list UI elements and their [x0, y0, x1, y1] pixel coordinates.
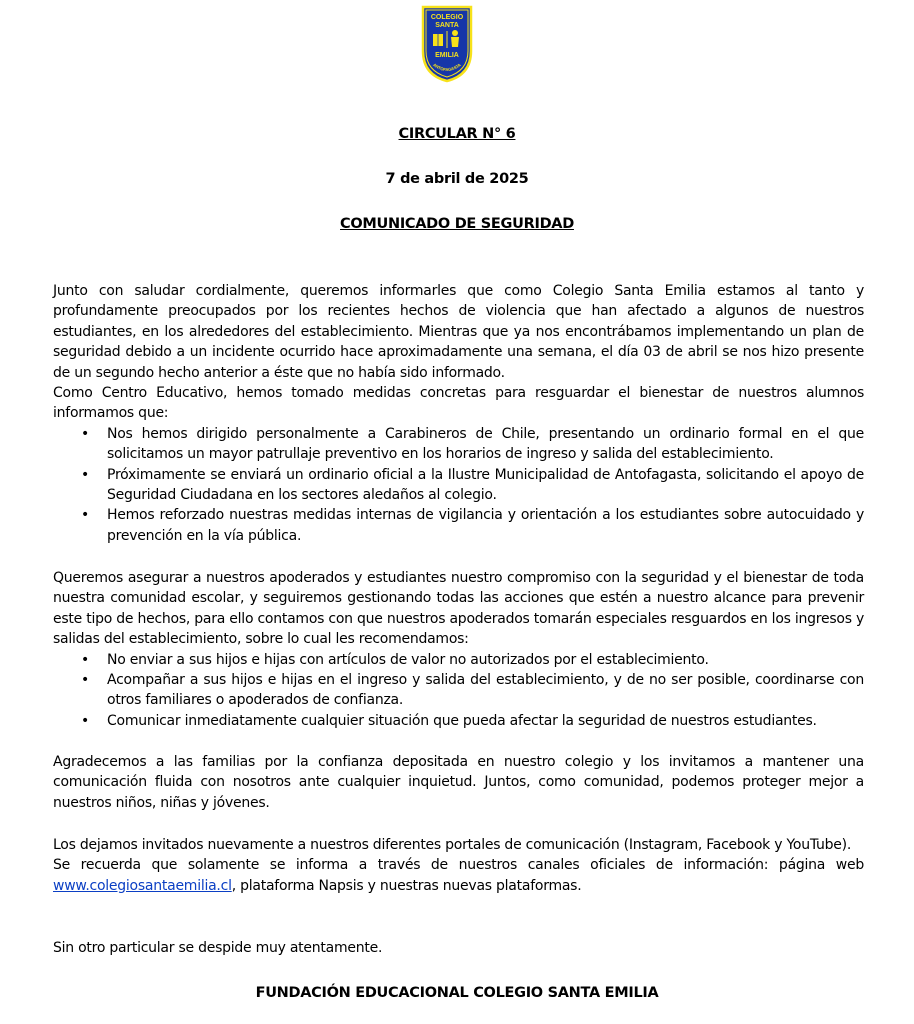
channels-text-after: , plataforma Napsis y nuestras nuevas plataformas. [231, 877, 582, 894]
school-crest-logo [421, 5, 473, 83]
commitment-paragraph: Queremos asegurar a nuestros apoderados y estudiantes nuestro compromiso con la seguridad y el bienestar de toda nuestra comunidad escolar, y seguiremos gestionando todas las acciones que estén a nuestro alcance para prevenir este tipo de hechos, para ello contamos con que nuestros apoderados tomarán especiales resguardos en los ingresos y salidas del establecimiento, sobre lo cual les recomendamos: [53, 570, 864, 648]
recommendations-list [53, 650, 864, 732]
logo-figure-shape [451, 37, 459, 47]
intro-paragraph: Junto con saludar cordialmente, queremos informarles que como Colegio Santa Emilia estamos al tanto y profundamente preocupados por los recientes hechos de violencia que han afectado a algunos de nuestros estudiantes, en los alrededores del establecimiento. Mientras que ya nos encontrábamos implementando un plan de seguridad debido a un incidente ocurrido hace aproximadamente una semana, el día 03 de abril se nos hizo presente de un segundo hecho anterior a éste que no había sido informado. [53, 283, 864, 381]
logo-ribbon-text: ANTOFAGASTA [432, 62, 462, 73]
commitment-section [53, 568, 864, 731]
measures-list [53, 424, 864, 546]
website-link[interactable]: www.colegiosantaemilia.cl [53, 877, 232, 894]
intro-section [53, 281, 864, 546]
thanks-paragraph: Agradecemos a las familias por la confianza depositada en nuestro colegio y los invitamos a mantener una comunicación fluida con nosotros ante cualquier inquietud. Juntos, como comunidad, podemos proteger mejor a nuestros niños, niñas y jóvenes. [53, 754, 864, 811]
measure-item-3: • Hemos reforzado nuestras medidas internas de vigilancia y orientación a los estudiantes sobre autocuidado y prevención en la vía pública. [107, 505, 864, 546]
circular-date: 7 de abril de 2025 [385, 171, 529, 187]
thanks-section [53, 752, 864, 813]
recommendation-item-2: • Acompañar a sus hijos e hijas en el ingreso y salida del establecimiento, y de no ser posible, coordinarse con otros familiares o apoderados de confianza. [107, 670, 864, 711]
logo-top-text: COLEGIO [430, 14, 464, 21]
circular-number-heading: CIRCULAR N° 6 [398, 126, 516, 142]
portals-paragraph: Los dejamos invitados nuevamente a nuestros diferentes portales de comunicación (Instagram, Facebook y YouTube). [53, 837, 852, 853]
circular-subject-heading: COMUNICADO DE SEGURIDAD [340, 216, 574, 232]
signature-foundation: FUNDACIÓN EDUCACIONAL COLEGIO SANTA EMILIA [255, 985, 659, 1001]
recommendation-item-3: • Comunicar inmediatamente cualquier situación que pueda afectar la seguridad de nuestros estudiantes. [107, 711, 864, 731]
logo-middle-text: SANTA [435, 22, 459, 29]
measure-item-2: • Próximamente se enviará un ordinario oficial a la Ilustre Municipalidad de Antofagasta, solicitando el apoyo de Seguridad Ciudadana en los sectores aledaños al colegio. [107, 465, 864, 506]
farewell-line: Sin otro particular se despide muy atentamente. [53, 940, 383, 956]
intro-measures-lead: Como Centro Educativo, hemos tomado medidas concretas para resguardar el bienestar de nuestros alumnos informamos que: [53, 385, 864, 422]
logo-bottom-text: EMILIA [435, 52, 459, 59]
measure-item-1: • Nos hemos dirigido personalmente a Carabineros de Chile, presentando un ordinario formal en el que solicitamos un mayor patrullaje preventivo en los horarios de ingreso y salida del establecimiento. [107, 424, 864, 465]
recommendation-item-1: • No enviar a sus hijos e hijas con artículos de valor no autorizados por el establecimiento. [107, 650, 864, 670]
channels-text-before: Se recuerda que solamente se informa a través de nuestros canales oficiales de información: página web [53, 857, 864, 874]
portals-section [53, 835, 864, 896]
channels-paragraph [53, 855, 864, 896]
